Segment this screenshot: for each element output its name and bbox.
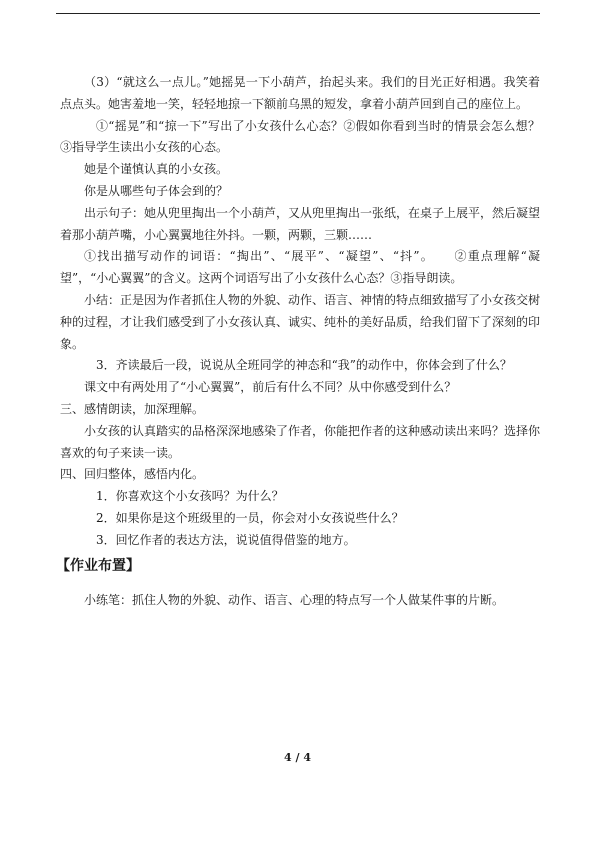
question-item-3: 3．回忆作者的表达方法，说说值得借鉴的地方。 [96,532,356,547]
paragraph-which-sentences: 你是从哪些句子体会到的？ [84,183,229,198]
question-item-2: 2．如果你是这个班级里的一员，你会对小女孩说些什么？ [96,510,404,525]
homework-text: 小练笔：抓住人物的外貌、动作、语言、心理的特点写一个人做某件事的片断。 [84,592,505,607]
section-heading-3: 三、感情朗读，加深理解。 [60,401,205,416]
document-body [56,72,541,611]
paragraph-read-last: 3．齐读最后一段，说说从全班同学的神态和“我”的动作中，你体会到了什么？ [96,358,512,373]
paragraph-question-1: ①“摇晃”和“掠一下”写出了小女孩什么心态？②假如你看到当时的情景会怎么想？③指导学生读出小女孩的心态。 [60,118,540,155]
paragraph-summary: 小结：正是因为作者抓住人物的外貌、动作、语言、神情的特点细致描写了小女孩交树种的过程，才让我们感受到了小女孩认真、诚实、纯朴的美好品质，给我们留下了深刻的印象。 [60,292,541,351]
header-rule [56,13,540,14]
paragraph-action-words: ①找出描写动作的词语：“掏出”、“展平”、“凝望”、“抖”。 ②重点理解“凝望”，“小心翼翼”的含义。这两个词语写出了小女孩什么心态？③指导朗读。 [60,249,540,286]
paragraph-emotion: 小女孩的认真踏实的品格深深地感染了作者，你能把作者的这种感动读出来吗？选择你喜欢的句子来读一读。 [60,423,541,460]
paragraph-careful-girl: 她是个谨慎认真的小女孩。 [84,162,229,177]
homework-heading: 【作业布置】 [56,557,140,574]
page-number: 4 / 4 [284,751,311,764]
question-item-1: 1．你喜欢这个小女孩吗？为什么？ [96,489,284,504]
paragraph-two-uses: 课文中有两处用了“小心翼翼”，前后有什么不同？从中你感受到什么？ [84,380,457,395]
section-heading-4: 四、回归整体，感悟内化。 [60,467,205,482]
paragraph-quote: （3）“就这么一点儿。”她摇晃一下小葫芦，抬起头来。我们的目光正好相遇。我笑着点点头。她害羞地一笑，轻轻地掠一下额前乌黑的短发，拿着小葫芦回到自己的座位上。 [60,75,540,111]
paragraph-show-sentence: 出示句子：她从兜里掏出一个小葫芦，又从兜里掏出一张纸，在桌子上展平，然后凝望着那小葫芦嘴，小心翼翼地往外抖。一颗，两颗，三颗…… [60,205,541,242]
